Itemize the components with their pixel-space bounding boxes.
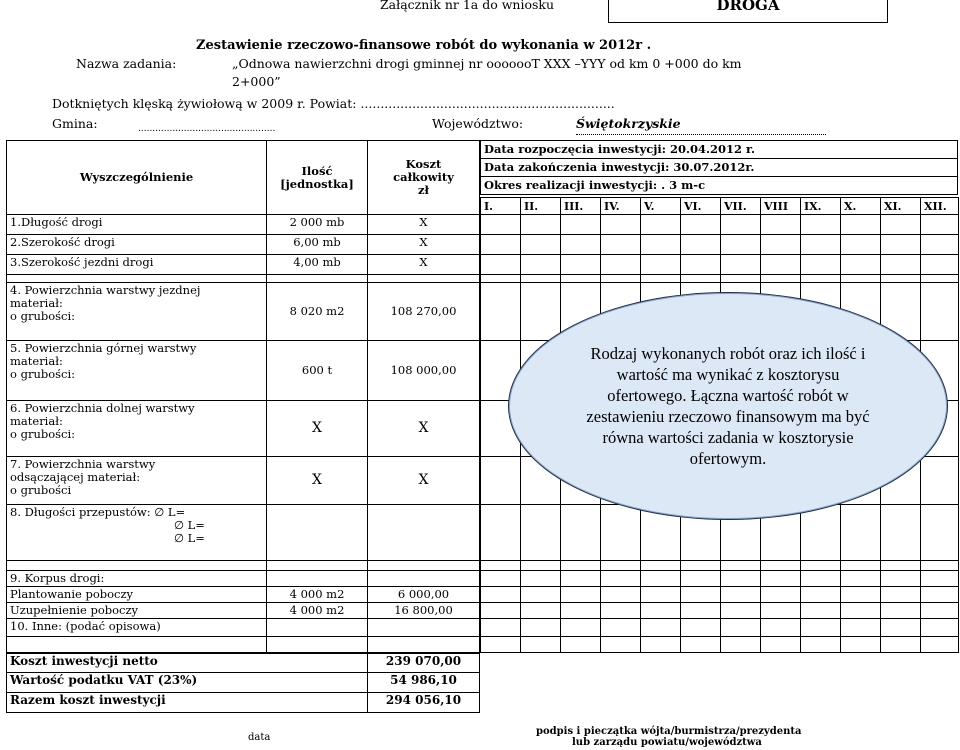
grid-row [481, 255, 959, 275]
grid-cell [721, 603, 761, 619]
grid-cell [921, 235, 959, 255]
category-box: DROGA [608, 0, 888, 23]
month-header-cell: X. [841, 198, 881, 215]
grid-cell [841, 275, 881, 283]
signature-line1: podpis i pieczątka wójta/burmistrza/prezydenta [536, 726, 802, 737]
grid-cell [841, 603, 881, 619]
month-header-cell: VIII [761, 198, 801, 215]
grid-cell [481, 457, 521, 505]
row-label: 9. Korpus drogi: [7, 571, 267, 587]
grid-cell [721, 275, 761, 283]
grid-row [481, 235, 959, 255]
grid-cell [761, 587, 801, 603]
grid-cell [601, 587, 641, 603]
grid-cell [801, 255, 841, 275]
grid-cell [561, 603, 601, 619]
task-name-line1: „Odnowa nawierzchni drogi gminnej nr ooooooT XXX –YYY od km 0 +000 do km [232, 56, 742, 71]
row-label: 1.Długość drogi [7, 215, 267, 235]
grid-cell [601, 235, 641, 255]
grid-cell [481, 235, 521, 255]
grid-cell [481, 283, 521, 341]
month-header-cell: IX. [801, 198, 841, 215]
grid-cell [881, 215, 921, 235]
month-header-row [481, 198, 959, 215]
grid-cell [841, 571, 881, 587]
grid-cell [521, 571, 561, 587]
grid-cell [521, 283, 561, 341]
grid-cell [601, 255, 641, 275]
grid-cell [481, 619, 521, 637]
grid-cell [921, 255, 959, 275]
grid-cell [881, 571, 921, 587]
voivodeship-label: Województwo: [432, 116, 524, 131]
grid-cell [481, 215, 521, 235]
grid-cell [521, 255, 561, 275]
row-cost: X [368, 215, 480, 235]
grid-cell [641, 637, 681, 653]
month-header-cell: XI. [881, 198, 921, 215]
grid-cell [761, 235, 801, 255]
grid-cell [881, 603, 921, 619]
table-row [7, 505, 480, 561]
task-label: Nazwa zadania: [76, 56, 177, 71]
grid-cell [881, 235, 921, 255]
grid-cell [841, 235, 881, 255]
grid-cell [481, 587, 521, 603]
table-row [7, 653, 480, 673]
grid-cell [681, 637, 721, 653]
grid-cell [601, 603, 641, 619]
grid-cell [641, 571, 681, 587]
period: Okres realizacji inwestycji: . 3 m-c [481, 177, 958, 195]
grid-cell [601, 637, 641, 653]
grid-cell [681, 215, 721, 235]
grid-cell [521, 505, 561, 561]
grid-cell [721, 235, 761, 255]
cost-table [6, 140, 480, 713]
table-row [7, 215, 480, 235]
grid-cell [521, 619, 561, 637]
grid-cell [521, 603, 561, 619]
grid-cell [921, 637, 959, 653]
grid-cell [561, 637, 601, 653]
grid-cell [921, 275, 959, 283]
grid-cell [921, 505, 959, 561]
end-date: Data zakończenia inwestycji: 30.07.2012r. [481, 159, 958, 177]
total-cost-label: Razem koszt inwestycji [7, 693, 267, 713]
table-row [7, 587, 480, 603]
table-row [7, 235, 480, 255]
voivodeship-value: Świętokrzyskie [576, 116, 681, 131]
grid-cell [601, 215, 641, 235]
table-row [7, 341, 480, 401]
grid-cell [881, 637, 921, 653]
grid-cell [521, 235, 561, 255]
grid-cell [841, 561, 881, 571]
net-cost-value: 239 070,00 [368, 653, 480, 673]
grid-cell [721, 587, 761, 603]
row-qty: 8 020 m2 [267, 283, 368, 341]
grid-cell [721, 571, 761, 587]
grid-cell [761, 561, 801, 571]
grid-cell [921, 571, 959, 587]
table-row [7, 457, 480, 505]
grid-cell [681, 561, 721, 571]
month-header-cell: III. [561, 198, 601, 215]
grid-row [481, 603, 959, 619]
grid-cell [641, 587, 681, 603]
grid-row [481, 275, 959, 283]
grid-cell [921, 457, 959, 505]
callout-bubble [508, 292, 948, 520]
grid-cell [801, 235, 841, 255]
grid-cell [481, 603, 521, 619]
task-name-line2: 2+000” [232, 74, 281, 89]
row-cost: X [368, 401, 480, 457]
grid-cell [921, 215, 959, 235]
grid-cell [481, 275, 521, 283]
grid-cell [561, 619, 601, 637]
grid-row [481, 619, 959, 637]
grid-cell [481, 505, 521, 561]
grid-cell [561, 235, 601, 255]
grid-cell [721, 561, 761, 571]
grid-cell [801, 571, 841, 587]
row-label: 6. Powierzchnia dolnej warstwy materiał: o grubości: [7, 401, 267, 457]
grid-cell [681, 619, 721, 637]
grid-cell [881, 505, 921, 561]
signature-line2: lub zarządu powiatu/województwa [572, 737, 762, 748]
row-qty: 2 000 mb [267, 215, 368, 235]
row-cost: 16 800,00 [368, 603, 480, 619]
table-row [7, 603, 480, 619]
grid-cell [921, 603, 959, 619]
grid-cell [761, 637, 801, 653]
table-row [7, 673, 480, 693]
grid-cell [521, 275, 561, 283]
total-cost-value: 294 056,10 [368, 693, 480, 713]
grid-cell [641, 275, 681, 283]
row-cost: X [368, 255, 480, 275]
row-label: 7. Powierzchnia warstwy odsączającej materiał: o grubości [7, 457, 267, 505]
grid-cell [801, 587, 841, 603]
row-label: 4. Powierzchnia warstwy jezdnej materiał: o grubości: [7, 283, 267, 341]
grid-cell [561, 275, 601, 283]
row-label: 8. Długości przepustów: ∅ L= ∅ L= ∅ L= [7, 505, 267, 561]
grid-cell [641, 215, 681, 235]
grid-cell [481, 571, 521, 587]
grid-cell [841, 255, 881, 275]
table-row [7, 255, 480, 275]
date-label: data [248, 732, 271, 743]
grid-cell [521, 587, 561, 603]
grid-cell [681, 235, 721, 255]
grid-cell [881, 561, 921, 571]
net-cost-label: Koszt inwestycji netto [7, 653, 267, 673]
row-qty: 600 t [267, 341, 368, 401]
table-row [7, 283, 480, 341]
row-qty: 4 000 m2 [267, 603, 368, 619]
grid-cell [521, 561, 561, 571]
grid-cell [601, 571, 641, 587]
grid-row [481, 637, 959, 653]
grid-cell [921, 283, 959, 341]
grid-row [481, 561, 959, 571]
grid-cell [601, 561, 641, 571]
grid-cell [641, 255, 681, 275]
month-header-cell: II. [521, 198, 561, 215]
grid-row [481, 587, 959, 603]
grid-cell [641, 619, 681, 637]
grid-cell [761, 571, 801, 587]
grid-cell [841, 619, 881, 637]
row-label: Uzupełnienie poboczy [7, 603, 267, 619]
disaster-label: Dotkniętych klęską żywiołową w 2009 r. Powiat: ................................................................ [52, 96, 615, 111]
grid-cell [721, 637, 761, 653]
page-title: Zestawienie rzeczowo-finansowe robót do wykonania w 2012r . [196, 38, 652, 53]
grid-cell [681, 255, 721, 275]
grid-cell [521, 215, 561, 235]
grid-cell [761, 255, 801, 275]
grid-row [481, 215, 959, 235]
grid-cell [841, 637, 881, 653]
grid-cell [921, 587, 959, 603]
grid-cell [721, 215, 761, 235]
month-header-cell: VI. [681, 198, 721, 215]
row-label: 5. Powierzchnia górnej warstwy materiał: o grubości: [7, 341, 267, 401]
grid-cell [761, 215, 801, 235]
vat-label: Wartość podatku VAT (23%) [7, 673, 267, 693]
grid-cell [801, 603, 841, 619]
grid-cell [641, 561, 681, 571]
row-label: 2.Szerokość drogi [7, 235, 267, 255]
col-qty-header: Ilość [jednostka] [267, 141, 368, 215]
start-date: Data rozpoczęcia inwestycji: 20.04.2012 r. [481, 141, 958, 159]
grid-cell [881, 255, 921, 275]
table-row [7, 693, 480, 713]
grid-cell [641, 235, 681, 255]
grid-cell [801, 637, 841, 653]
grid-cell [921, 561, 959, 571]
row-cost: 108 000,00 [368, 341, 480, 401]
schedule-table [480, 140, 958, 195]
grid-cell [561, 561, 601, 571]
row-qty: 6,00 mb [267, 235, 368, 255]
grid-cell [801, 619, 841, 637]
grid-cell [841, 505, 881, 561]
grid-cell [881, 587, 921, 603]
callout-text: Rodzaj wykonanych robót oraz ich ilość i wartość ma wynikać z kosztorysu ofertowego. Łączna wartość robót w zestawieniu rzeczowo finansowym ma być równa wartości zadania w kosztorysie ofertowym. [586, 344, 870, 468]
month-header-cell: IV. [601, 198, 641, 215]
grid-cell [601, 505, 641, 561]
grid-cell [761, 275, 801, 283]
grid-cell [881, 275, 921, 283]
grid-cell [561, 255, 601, 275]
grid-cell [801, 215, 841, 235]
grid-cell [841, 587, 881, 603]
grid-cell [881, 619, 921, 637]
grid-cell [601, 275, 641, 283]
grid-cell [561, 215, 601, 235]
voivodeship-underline [576, 133, 826, 135]
grid-cell [721, 255, 761, 275]
month-header-cell: XII. [921, 198, 959, 215]
grid-cell [481, 561, 521, 571]
row-cost: 6 000,00 [368, 587, 480, 603]
grid-cell [761, 603, 801, 619]
table-row [7, 619, 480, 637]
grid-row [481, 571, 959, 587]
grid-cell [801, 275, 841, 283]
grid-cell [921, 619, 959, 637]
grid-cell [761, 619, 801, 637]
row-qty: 4 000 m2 [267, 587, 368, 603]
grid-cell [481, 255, 521, 275]
grid-cell [841, 215, 881, 235]
row-label: 10. Inne: (podać opisowa) [7, 619, 267, 637]
attachment-label: Załącznik nr 1a do wniosku [380, 0, 555, 12]
grid-cell [721, 619, 761, 637]
table-row [7, 401, 480, 457]
grid-cell [521, 637, 561, 653]
col-spec-header: Wyszczególnienie [7, 141, 267, 215]
table-row [7, 571, 480, 587]
row-qty: X [267, 401, 368, 457]
grid-cell [801, 561, 841, 571]
month-header-cell: VII. [721, 198, 761, 215]
grid-cell [641, 603, 681, 619]
grid-cell [481, 637, 521, 653]
row-qty: 4,00 mb [267, 255, 368, 275]
row-qty: X [267, 457, 368, 505]
grid-cell [681, 571, 721, 587]
grid-cell [561, 505, 601, 561]
commune-dots: ................................................ [138, 124, 276, 134]
grid-cell [681, 587, 721, 603]
grid-cell [681, 275, 721, 283]
row-cost: X [368, 235, 480, 255]
grid-cell [601, 619, 641, 637]
month-header-cell: I. [481, 198, 521, 215]
col-cost-header: Koszt całkowity zł [368, 141, 480, 215]
commune-label: Gmina: [52, 116, 98, 131]
vat-value: 54 986,10 [368, 673, 480, 693]
row-cost: 108 270,00 [368, 283, 480, 341]
row-label: 3.Szerokość jezdni drogi [7, 255, 267, 275]
grid-cell [561, 587, 601, 603]
row-label: Plantowanie poboczy [7, 587, 267, 603]
row-cost: X [368, 457, 480, 505]
grid-cell [561, 571, 601, 587]
grid-cell [681, 603, 721, 619]
grid-cell [801, 505, 841, 561]
month-header-cell: V. [641, 198, 681, 215]
